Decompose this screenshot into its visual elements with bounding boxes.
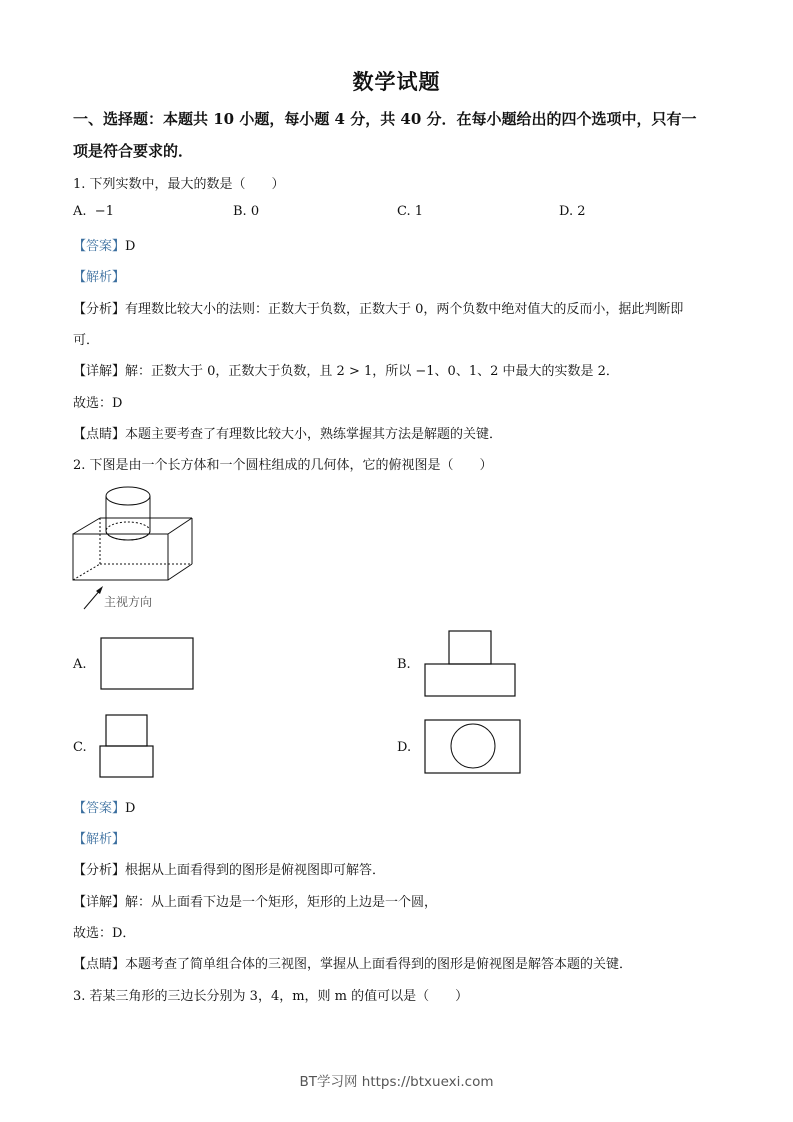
q2-dianjing (73, 953, 632, 972)
answer-tag: 【答案】 (73, 801, 126, 816)
xiangjie-tag: 【详解】 (73, 895, 126, 910)
q1-option-b (233, 204, 259, 219)
q2-option-a-label: A. (73, 657, 87, 672)
dianjing-tag: 【点睛】 (73, 427, 126, 442)
q1-xiangjie (73, 360, 619, 379)
q2-choice: 故选：D． (73, 926, 136, 941)
q2-fenxi (73, 859, 385, 878)
option-label: D. (559, 204, 574, 219)
q2-figure-direction-label: 主视方向 (104, 595, 153, 609)
q2-option-d-figure (424, 719, 522, 775)
answer-value: D (125, 239, 136, 254)
dianjing-text: 本题主要考查了有理数比较大小，熟练掌握其方法是解题的关键． (125, 427, 503, 442)
option-label: B. (233, 204, 247, 219)
page-title: 数学试题 (352, 69, 441, 94)
q2-option-a-figure (100, 637, 196, 691)
answer-value: D (125, 801, 136, 816)
xiangjie-text: 解：从上面看下边是一个矩形，矩形的上边是一个圆， (125, 895, 438, 910)
q1-dianjing (73, 423, 502, 442)
answer-tag: 【答案】 (73, 239, 126, 254)
footer-watermark: BT学习网 https://btxuexi.com (299, 1074, 494, 1090)
fenxi-tag: 【分析】 (73, 863, 126, 878)
option-label: C. (397, 204, 411, 219)
q2-option-b-figure (424, 630, 518, 698)
q1-option-a (73, 204, 114, 219)
q2-xiangjie (73, 891, 437, 910)
q1-stem: 1. 下列实数中，最大的数是（ ） (73, 177, 285, 192)
xiangjie-text: 解：正数大于 0，正数大于负数，且 2 > 1，所以 −1、0、1、2 中最大的实数是 2． (125, 364, 619, 379)
fenxi-tag: 【分析】 (73, 302, 126, 317)
q2-option-b-label: B. (397, 657, 411, 672)
dianjing-tag: 【点睛】 (73, 957, 126, 972)
q2-stem: 2. 下图是由一个长方体和一个圆柱组成的几何体，它的俯视图是（ ） (73, 458, 493, 473)
q2-option-c-figure (99, 714, 155, 780)
option-value: 2 (577, 204, 586, 219)
q1-analysis-tag: 【解析】 (73, 270, 126, 285)
q1-option-c (397, 204, 423, 219)
option-value: −1 (94, 204, 114, 219)
q1-option-d (559, 204, 586, 219)
q2-answer (73, 797, 135, 816)
q2-analysis-tag: 【解析】 (73, 832, 126, 847)
q2-option-c-label: C. (73, 740, 87, 755)
option-value: 1 (414, 204, 424, 219)
q2-option-d-label: D. (397, 740, 412, 755)
section-heading-line1: 一、选择题：本题共 10 小题，每小题 4 分，共 40 分．在每小题给出的四个选项中，只有一 (73, 110, 697, 128)
q1-choice: 故选：D (73, 396, 123, 411)
xiangjie-tag: 【详解】 (73, 364, 126, 379)
dianjing-text: 本题考查了简单组合体的三视图，掌握从上面看得到的图形是俯视图是解答本题的关键． (125, 957, 633, 972)
section-heading-line2: 项是符合要求的． (73, 142, 194, 160)
fenxi-text: 根据从上面看得到的图形是俯视图即可解答． (125, 863, 386, 878)
q1-fenxi-line1 (73, 298, 683, 317)
q1-answer (73, 235, 135, 254)
q1-fenxi-line2: 可． (73, 333, 100, 348)
option-label: A. (73, 204, 87, 219)
fenxi-text: 有理数比较大小的法则：正数大于负数，正数大于 0，两个负数中绝对值大的反而小，据此判断即 (125, 302, 684, 317)
option-value: 0 (250, 204, 260, 219)
q3-stem: 3. 若某三角形的三边长分别为 3，4，m，则 m 的值可以是（ ） (73, 989, 469, 1004)
